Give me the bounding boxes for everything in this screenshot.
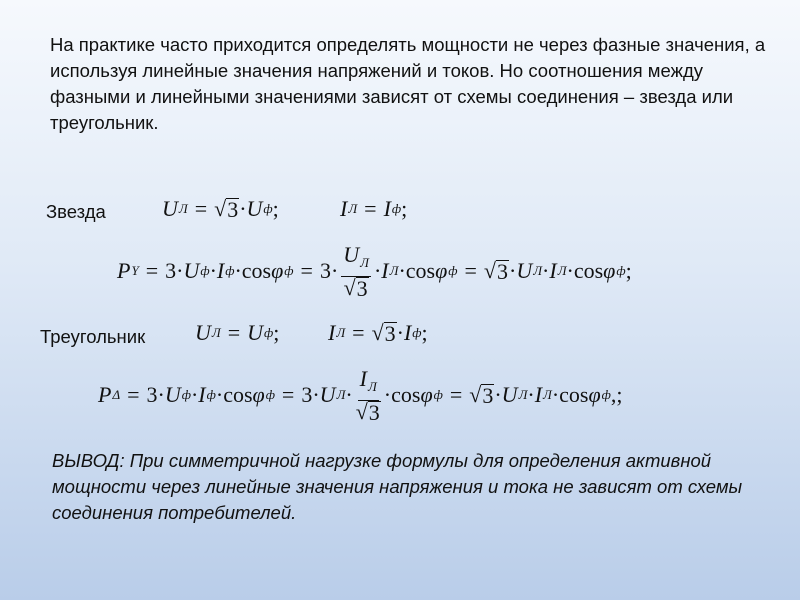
delta-fraction: $I_Л$ √ 3 [355,366,380,425]
star-power-formula: P Y = 3 · U ф · I ф · cos φ ф = 3 · $U_Л$ √ 3 · I Л · cos φ ф = √ 3 · U Л · I Л · cos φ ф ; [117,242,632,301]
delta-voltage-formula: U Л = U ф ; [195,320,280,345]
delta-label: Треугольник [40,326,146,347]
star-label: Звезда [46,201,106,222]
star-fraction: $U_Л$ √ 3 [343,242,369,301]
delta-current-formula: I Л = √ 3 · I ф ; [328,319,428,346]
conclusion-paragraph: ВЫВОД: При симметричной нагрузке формулы для определения активной мощности через линейные значения напряжения и тока не зависят от схемы соединения потребителей. [52,450,743,523]
delta-power-formula: P Δ = 3 · U ф · I ф · cos φ ф = 3 · U Л · $I_Л$ √ 3 · cos φ ф = √ 3 · U Л · I Л · cos φ ф , ; [98,366,623,425]
star-current-formula: I Л = I ф ; [340,196,408,221]
intro-paragraph: На практике часто приходится определять мощности не через фазные значения, а используя линейные значения напряжений и токов. Но соотношения между фазными и линейными значениями зависят от схемы соединения – звезда или треугольник. [50,34,766,133]
star-voltage-formula: U Л = √ 3 · U ф ; [162,195,279,222]
